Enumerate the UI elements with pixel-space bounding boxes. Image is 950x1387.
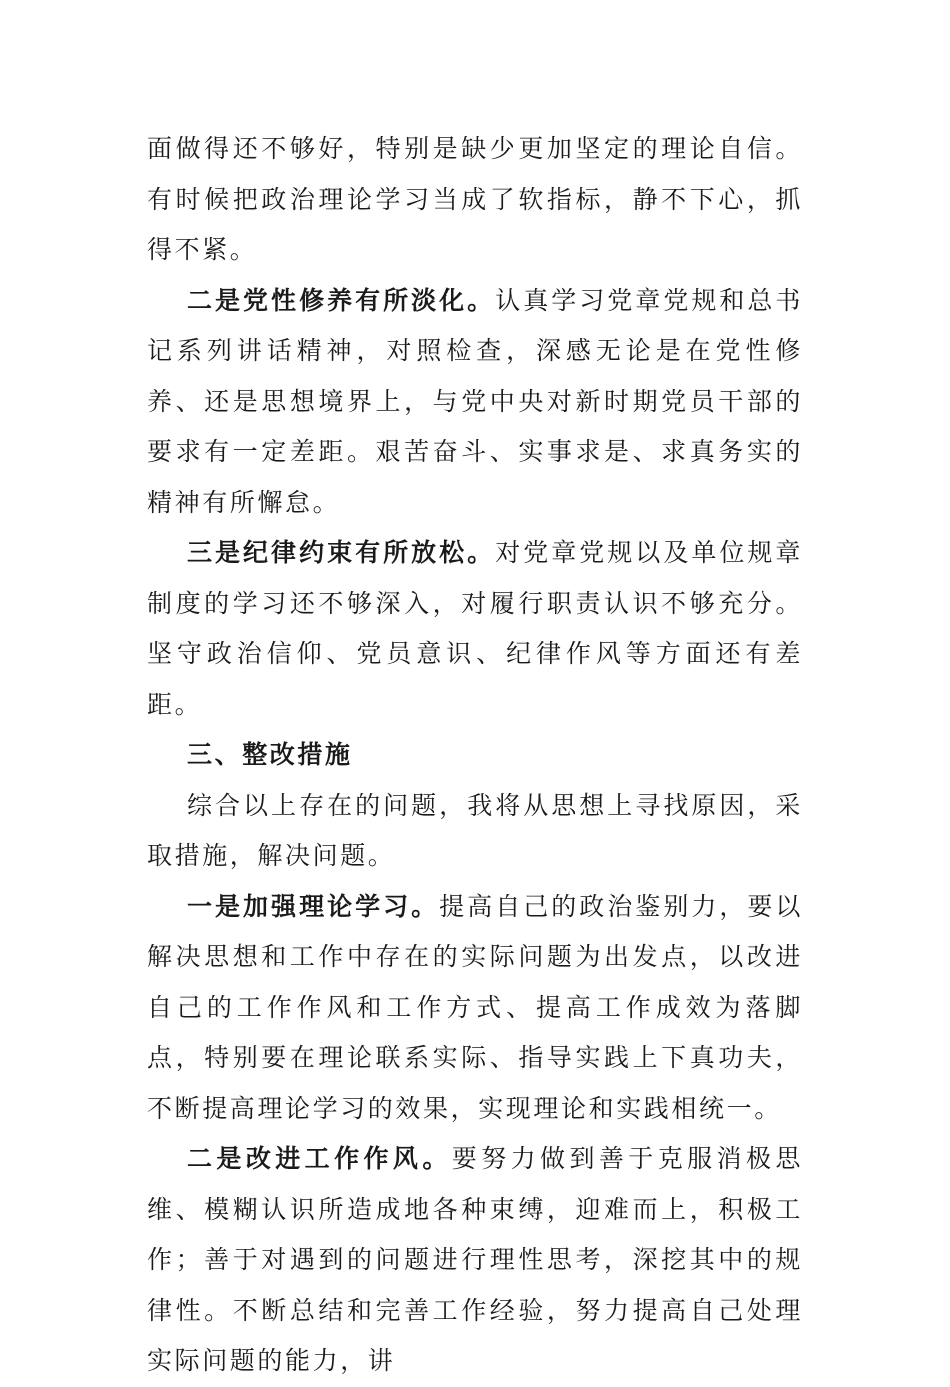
paragraph-continuation: [147, 124, 803, 276]
paragraph-lead: 二是改进工作作风。: [187, 1144, 452, 1173]
paragraph-text: 认真学习党章党规和总书记系列讲话精神，对照检查，深感无论是在党性修养、还是思想境界上，与党中央对新时期党员干部的要求有一定差距。艰苦奋斗、实事求是、求真务实的精神有所懈怠。: [147, 285, 803, 517]
paragraph-party-spirit: [147, 276, 803, 529]
paragraph-text: 提高自己的政治鉴别力，要以解决思想和工作中存在的实际问题为出发点，以改进自己的工作作风和工作方式、提高工作成效为落脚点，特别要在理论联系实际、指导实践上下真功夫，不断提高理论学习的效果，实现理论和实践相统一。: [147, 891, 803, 1123]
paragraph-lead: 一是加强理论学习。: [187, 891, 440, 921]
paragraph-intro: [147, 781, 803, 882]
paragraph-lead: 二是党性修养有所淡化。: [187, 285, 496, 315]
document-body: [147, 124, 803, 1387]
paragraph-lead: 三是纪律约束有所放松。: [187, 538, 496, 567]
paragraph-text: 面做得还不够好，特别是缺少更加坚定的理论自信。有时候把政治理论学习当成了软指标，静不下心，抓得不紧。: [147, 134, 803, 264]
section-heading: 三、整改措施: [187, 740, 353, 769]
paragraph-text: 要努力做到善于克服消极思维、模糊认识所造成地各种束缚，迎难而上，积极工作；善于对遇到的问题进行理性思考，深挖其中的规律性。不断总结和完善工作经验，努力提高自己处理实际问题的能力，讲: [147, 1144, 803, 1375]
paragraph-text: 对党章党规以及单位规章制度的学习还不够深入，对履行职责认识不够充分。坚守政治信仰、党员意识、纪律作风等方面还有差距。: [147, 538, 803, 719]
paragraph-text: 综合以上存在的问题，我将从思想上寻找原因，采取措施，解决问题。: [147, 790, 803, 870]
paragraph-theory-study: [147, 882, 803, 1135]
paragraph-work-style: [147, 1134, 803, 1387]
paragraph-discipline: [147, 528, 803, 730]
